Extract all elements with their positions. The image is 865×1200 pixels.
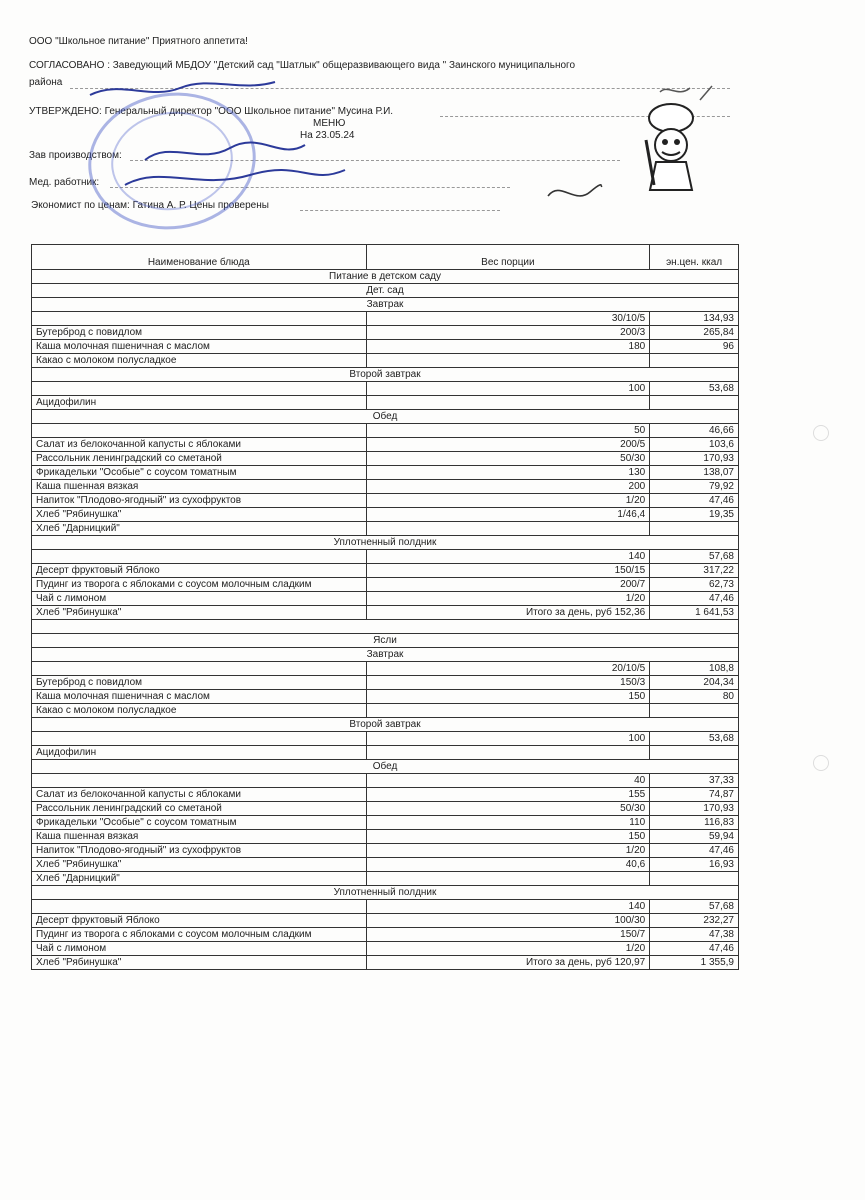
dish-name — [32, 312, 367, 326]
menu-table — [31, 244, 739, 970]
energy-value: 170,93 — [650, 802, 739, 816]
portion-weight: 100 — [366, 732, 650, 746]
portion-weight: 40,6 — [366, 858, 650, 872]
dish-name: Какао с молоком полусладкое — [32, 354, 367, 368]
table-row — [32, 872, 739, 886]
dish-name: Фрикадельки "Особые" с соусом томатным — [32, 466, 367, 480]
portion-weight: 30/10/5 — [366, 312, 650, 326]
energy-value: 138,07 — [650, 466, 739, 480]
energy-value: 57,68 — [650, 900, 739, 914]
portion-weight: 100 — [366, 382, 650, 396]
energy-value: 96 — [650, 340, 739, 354]
energy-value: 19,35 — [650, 508, 739, 522]
dish-name: Пудинг из творога с яблоками с соусом молочным сладким — [32, 578, 367, 592]
portion-weight: 100/30 — [366, 914, 650, 928]
table-row — [32, 788, 739, 802]
table-row — [32, 508, 739, 522]
dish-name: Десерт фруктовый Яблоко — [32, 914, 367, 928]
section-row — [32, 270, 739, 284]
table-row — [32, 578, 739, 592]
dish-name — [32, 900, 367, 914]
production-head-label: Зав производством: — [29, 150, 122, 161]
portion-weight: 1/20 — [366, 942, 650, 956]
portion-weight: 130 — [366, 466, 650, 480]
portion-weight: 150 — [366, 690, 650, 704]
energy-value: 134,93 — [650, 312, 739, 326]
energy-value: 57,68 — [650, 550, 739, 564]
section-row — [32, 620, 739, 634]
table-row — [32, 564, 739, 578]
table-row — [32, 438, 739, 452]
table-row — [32, 424, 739, 438]
dish-name — [32, 662, 367, 676]
portion-weight — [366, 522, 650, 536]
dish-name — [32, 732, 367, 746]
dish-name: Бутерброд с повидлом — [32, 326, 367, 340]
dish-name: Десерт фруктовый Яблоко — [32, 564, 367, 578]
table-row — [32, 452, 739, 466]
col-name-header: Наименование блюда — [32, 245, 367, 270]
handwritten-signatures — [0, 0, 865, 230]
dish-name: Каша молочная пшеничная с маслом — [32, 340, 367, 354]
energy-value: 1 355,9 — [650, 956, 739, 970]
energy-value — [650, 704, 739, 718]
header-approved: УТВЕРЖДЕНО: Генеральный директор "ООО Школьное питание" Мусина Р.И. — [29, 106, 394, 117]
header-agreed-cont: района — [29, 77, 63, 88]
table-row — [32, 550, 739, 564]
table-row — [32, 956, 739, 970]
section-row — [32, 536, 739, 550]
portion-weight — [366, 354, 650, 368]
section-title: Второй завтрак — [32, 368, 739, 382]
table-row — [32, 522, 739, 536]
portion-weight — [366, 704, 650, 718]
section-title: Завтрак — [32, 298, 739, 312]
section-title — [32, 620, 739, 634]
dish-name: Рассольник ленинградский со сметаной — [32, 802, 367, 816]
dish-name — [32, 424, 367, 438]
portion-weight: 110 — [366, 816, 650, 830]
table-row — [32, 844, 739, 858]
energy-value: 265,84 — [650, 326, 739, 340]
portion-weight: Итого за день, руб 152,36 — [366, 606, 650, 620]
portion-weight: 140 — [366, 900, 650, 914]
menu-date: На 23.05.24 — [300, 130, 355, 141]
dish-name: Каша пшенная вязкая — [32, 480, 367, 494]
energy-value: 108,8 — [650, 662, 739, 676]
energy-value: 170,93 — [650, 452, 739, 466]
dish-name: Ацидофилин — [32, 746, 367, 760]
energy-value: 53,68 — [650, 732, 739, 746]
energy-value: 103,6 — [650, 438, 739, 452]
section-row — [32, 410, 739, 424]
portion-weight: 200/5 — [366, 438, 650, 452]
portion-weight: 50/30 — [366, 452, 650, 466]
energy-value: 80 — [650, 690, 739, 704]
energy-value: 59,94 — [650, 830, 739, 844]
dish-name: Хлеб "Дарницкий" — [32, 872, 367, 886]
col-weight-header: Вес порции — [366, 245, 650, 270]
table-row — [32, 340, 739, 354]
economist-label: Экономист по ценам: Гатина А. Р. Цены проверены — [31, 200, 269, 211]
header-company: ООО "Школьное питание" Приятного аппетита! — [29, 36, 248, 47]
energy-value: 47,46 — [650, 494, 739, 508]
table-header-row — [32, 245, 739, 270]
dish-name: Чай с лимоном — [32, 942, 367, 956]
chef-icon — [636, 100, 706, 195]
dish-name: Хлеб "Рябинушка" — [32, 606, 367, 620]
section-title: Питание в детском саду — [32, 270, 739, 284]
section-row — [32, 886, 739, 900]
portion-weight: 200 — [366, 480, 650, 494]
section-row — [32, 718, 739, 732]
energy-value: 79,92 — [650, 480, 739, 494]
section-row — [32, 760, 739, 774]
energy-value: 47,46 — [650, 942, 739, 956]
energy-value: 37,33 — [650, 774, 739, 788]
energy-value — [650, 522, 739, 536]
dish-name: Какао с молоком полусладкое — [32, 704, 367, 718]
table-row — [32, 690, 739, 704]
energy-value: 204,34 — [650, 676, 739, 690]
portion-weight: 1/20 — [366, 494, 650, 508]
punch-hole — [813, 425, 829, 441]
table-row — [32, 382, 739, 396]
dish-name: Бутерброд с повидлом — [32, 676, 367, 690]
energy-value — [650, 354, 739, 368]
dish-name: Ацидофилин — [32, 396, 367, 410]
energy-value: 74,87 — [650, 788, 739, 802]
portion-weight: 1/46,4 — [366, 508, 650, 522]
section-row — [32, 284, 739, 298]
dish-name: Хлеб "Рябинушка" — [32, 858, 367, 872]
section-title: Обед — [32, 760, 739, 774]
section-row — [32, 298, 739, 312]
portion-weight: 180 — [366, 340, 650, 354]
table-row — [32, 774, 739, 788]
dish-name: Рассольник ленинградский со сметаной — [32, 452, 367, 466]
table-row — [32, 354, 739, 368]
table-row — [32, 466, 739, 480]
table-row — [32, 830, 739, 844]
portion-weight: 150 — [366, 830, 650, 844]
dish-name: Напиток "Плодово-ягодный" из сухофруктов — [32, 844, 367, 858]
portion-weight: 150/3 — [366, 676, 650, 690]
dish-name: Каша пшенная вязкая — [32, 830, 367, 844]
table-row — [32, 802, 739, 816]
table-row — [32, 732, 739, 746]
portion-weight: 1/20 — [366, 844, 650, 858]
portion-weight: 200/7 — [366, 578, 650, 592]
dish-name — [32, 382, 367, 396]
portion-weight — [366, 396, 650, 410]
energy-value — [650, 746, 739, 760]
table-row — [32, 914, 739, 928]
dish-name: Чай с лимоном — [32, 592, 367, 606]
section-title: Дет. сад — [32, 284, 739, 298]
section-row — [32, 648, 739, 662]
dish-name: Хлеб "Дарницкий" — [32, 522, 367, 536]
portion-weight: 50/30 — [366, 802, 650, 816]
table-row — [32, 494, 739, 508]
table-row — [32, 676, 739, 690]
portion-weight: 200/3 — [366, 326, 650, 340]
portion-weight: 50 — [366, 424, 650, 438]
energy-value: 53,68 — [650, 382, 739, 396]
energy-value — [650, 872, 739, 886]
portion-weight: 20/10/5 — [366, 662, 650, 676]
section-title: Второй завтрак — [32, 718, 739, 732]
table-row — [32, 704, 739, 718]
dish-name: Напиток "Плодово-ягодный" из сухофруктов — [32, 494, 367, 508]
header-agreed: СОГЛАСОВАНО : Заведующий МБДОУ "Детский сад "Шатлык" общеразвивающего вида " Заинского муниципального — [29, 60, 576, 71]
section-row — [32, 368, 739, 382]
dish-name — [32, 550, 367, 564]
portion-weight: 155 — [366, 788, 650, 802]
section-title: Ясли — [32, 634, 739, 648]
table-row — [32, 900, 739, 914]
table-row — [32, 326, 739, 340]
table-row — [32, 746, 739, 760]
menu-title: МЕНЮ — [313, 118, 346, 129]
section-title: Обед — [32, 410, 739, 424]
dish-name: Хлеб "Рябинушка" — [32, 956, 367, 970]
section-row — [32, 634, 739, 648]
table-row — [32, 396, 739, 410]
punch-hole — [813, 755, 829, 771]
portion-weight: 1/20 — [366, 592, 650, 606]
table-row — [32, 606, 739, 620]
portion-weight: 150/7 — [366, 928, 650, 942]
table-row — [32, 942, 739, 956]
col-energy-header: эн.цен. ккал — [650, 245, 739, 270]
energy-value: 16,93 — [650, 858, 739, 872]
table-row — [32, 928, 739, 942]
table-row — [32, 662, 739, 676]
table-row — [32, 480, 739, 494]
section-title: Уплотненный полдник — [32, 886, 739, 900]
dish-name: Фрикадельки "Особые" с соусом томатным — [32, 816, 367, 830]
dish-name: Салат из белокочанной капусты с яблоками — [32, 438, 367, 452]
portion-weight — [366, 872, 650, 886]
dish-name: Хлеб "Рябинушка" — [32, 508, 367, 522]
energy-value: 232,27 — [650, 914, 739, 928]
energy-value: 317,22 — [650, 564, 739, 578]
portion-weight: Итого за день, руб 120,97 — [366, 956, 650, 970]
table-row — [32, 858, 739, 872]
portion-weight: 140 — [366, 550, 650, 564]
section-title: Уплотненный полдник — [32, 536, 739, 550]
dish-name: Салат из белокочанной капусты с яблоками — [32, 788, 367, 802]
energy-value — [650, 396, 739, 410]
portion-weight — [366, 746, 650, 760]
energy-value: 1 641,53 — [650, 606, 739, 620]
energy-value: 62,73 — [650, 578, 739, 592]
dish-name — [32, 774, 367, 788]
energy-value: 116,83 — [650, 816, 739, 830]
energy-value: 47,46 — [650, 592, 739, 606]
energy-value: 46,66 — [650, 424, 739, 438]
energy-value: 47,46 — [650, 844, 739, 858]
table-row — [32, 816, 739, 830]
energy-value: 47,38 — [650, 928, 739, 942]
portion-weight: 40 — [366, 774, 650, 788]
med-worker-label: Мед. работник: — [29, 177, 100, 188]
dish-name: Каша молочная пшеничная с маслом — [32, 690, 367, 704]
dish-name: Пудинг из творога с яблоками с соусом молочным сладким — [32, 928, 367, 942]
table-row — [32, 592, 739, 606]
portion-weight: 150/15 — [366, 564, 650, 578]
table-row — [32, 312, 739, 326]
section-title: Завтрак — [32, 648, 739, 662]
